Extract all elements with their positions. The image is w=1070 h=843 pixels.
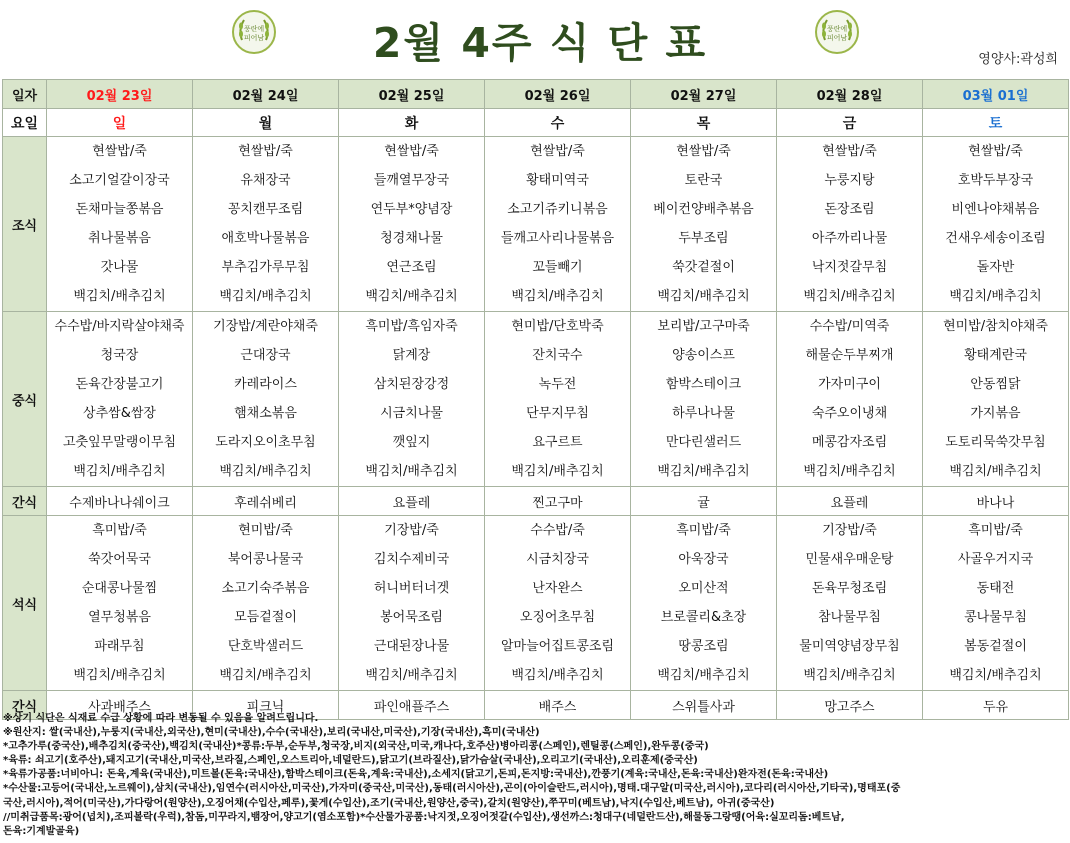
menu-item: 백김치/배추김치 [949,464,1042,479]
snack1-label: 간식 [3,487,47,516]
logo [815,10,859,54]
dinner-cell [777,516,923,691]
breakfast-row [3,137,1069,312]
note-line: ※상기 식단은 식재료 수급 상황에 따라 변동될 수 있음을 알려드립니다. [3,713,319,724]
menu-item: 현쌀밥/죽 [238,144,293,159]
menu-item: 시금치나물 [380,406,443,421]
menu-item: 유채장국 [240,173,291,188]
menu-item: 쑥갓겉절이 [672,260,735,275]
menu-item: 동태전 [976,581,1015,596]
snack1-cell: 귤 [631,487,777,516]
lunch-label: 중식 [3,312,47,487]
menu-item: 연두부*양념장 [370,202,453,217]
menu-item: 백김치/배추김치 [803,289,896,304]
menu-item: 현쌀밥/죽 [968,144,1023,159]
lunch-cell [777,312,923,487]
menu-item: 흑미밥/죽 [676,523,731,538]
weekday-cell: 토 [923,109,1069,137]
weekday-row [3,109,1069,137]
menu-item: 백김치/배추김치 [511,464,604,479]
menu-item: 소고기쥬키니볶음 [507,202,608,217]
breakfast-label: 조식 [3,137,47,312]
dinner-label: 석식 [3,516,47,691]
date-cell: 02월 24일 [193,80,339,109]
note-line: *고추가루(중국산),배추김치(중국산),백김치(국내산)*콩류:두부,순두부,청국장,비지(외국산,미국,캐나다,호주산)병아리콩(스페인),렌틸콩(스페인),완두콩(중국) [3,741,709,753]
menu-item: 시금치장국 [526,552,589,567]
lunch-cell [193,312,339,487]
menu-item: 백김치/배추김치 [949,668,1042,683]
menu-item: 깻잎지 [392,435,431,450]
snack1-cell: 후레쉬베리 [193,487,339,516]
menu-item: 브로콜리&초장 [660,610,747,625]
snack2-cell: 피크닉 [193,691,339,720]
menu-item: 백김치/배추김치 [365,464,458,479]
lunch-cell [47,312,193,487]
snack2-label: 간식 [3,691,47,720]
menu-item: 도토리묵쑥갓무침 [945,435,1046,450]
weekday-cell: 금 [777,109,923,137]
menu-item: 해물순두부찌개 [805,348,894,363]
svg-text:풍란에: 풍란에 [243,25,265,33]
lunch-cell [339,312,485,487]
menu-item: 봄동겉절이 [964,639,1027,654]
menu-item: 현쌀밥/죽 [676,144,731,159]
menu-item: 보리밥/고구마죽 [657,319,750,334]
menu-item: 백김치/배추김치 [511,668,604,683]
menu-item: 만다린샐러드 [665,435,742,450]
svg-text:피어남: 피어남 [243,34,265,42]
menu-item: 오미산적 [678,581,729,596]
menu-item: 소고기얼갈이장국 [69,173,170,188]
menu-item: 닭계장 [392,348,431,363]
menu-item: 호박두부장국 [957,173,1034,188]
menu-item: 안동찜닭 [970,377,1021,392]
menu-item: 단호박샐러드 [227,639,304,654]
lunch-cell [631,312,777,487]
snack2-cell: 파인애플주스 [339,691,485,720]
menu-item: 낙지젓갈무침 [811,260,888,275]
snack2-cell: 배주스 [485,691,631,720]
snack1-cell: 요플레 [339,487,485,516]
snack2-cell: 두유 [923,691,1069,720]
menu-item: 갓나물 [100,260,139,275]
menu-item: 백김치/배추김치 [511,289,604,304]
menu-item: 백김치/배추김치 [803,668,896,683]
menu-item: 숙주오이냉채 [811,406,888,421]
menu-item: 돌자반 [976,260,1015,275]
menu-item: 백김치/배추김치 [73,668,166,683]
lunch-row [3,312,1069,487]
menu-item: 흑미밥/죽 [92,523,147,538]
weekday-cell: 화 [339,109,485,137]
lunch-cell [923,312,1069,487]
menu-item: 메콩감자조림 [811,435,888,450]
lunch-cell [485,312,631,487]
svg-text:피어남: 피어남 [826,34,848,42]
snack1-cell: 찐고구마 [485,487,631,516]
menu-item: 허니버터너겟 [373,581,450,596]
origin-notes [3,712,1067,839]
menu-item: 돈채마늘쫑볶음 [75,202,164,217]
menu-item: 소고기숙주볶음 [221,581,310,596]
logo [232,10,276,54]
dietitian-name: 영양사:곽성희 [978,52,1058,67]
menu-item: 꼬들빼기 [532,260,583,275]
menu-item: 토란국 [684,173,723,188]
menu-item: 햄채소볶음 [234,406,297,421]
dinner-cell [631,516,777,691]
weekday-cell: 수 [485,109,631,137]
page-title: 2월 4주 식 단 표 [372,19,708,67]
breakfast-cell [485,137,631,312]
menu-item: 청국장 [100,348,139,363]
menu-item: 양송이스프 [672,348,735,363]
menu-item: 쑥갓어묵국 [88,552,151,567]
breakfast-cell [923,137,1069,312]
menu-item: 백김치/배추김치 [657,464,750,479]
menu-item: 땅콩조림 [678,639,729,654]
date-label: 일자 [3,80,47,109]
menu-item: 흑미밥/흑임자죽 [365,319,458,334]
menu-item: 근대장국 [240,348,291,363]
menu-item: 흑미밥/죽 [968,523,1023,538]
note-line: 돈육:기계발골육) [3,825,80,837]
menu-item: 백김치/배추김치 [219,668,312,683]
menu-item: 녹두전 [538,377,577,392]
menu-item: 현쌀밥/죽 [384,144,439,159]
note-line: *수산물:고등어(국내산,노르웨이),삼치(국내산),임연수(러시아산,미국산),가자미(중국산,미국산),동태(러시아산),곤이(아이슬란드,러시아),명태.대구알(미국산,러시아),코다리(러시아산,기타국),명태포(중 [3,783,901,795]
menu-item: 아주까리나물 [811,231,888,246]
menu-item: 콩나물무침 [964,610,1027,625]
menu-item: 백김치/배추김치 [657,289,750,304]
menu-item: 가지볶음 [970,406,1021,421]
menu-item: 연근조림 [386,260,437,275]
menu-item: 오징어초무침 [519,610,596,625]
breakfast-cell [47,137,193,312]
date-cell: 02월 25일 [339,80,485,109]
date-cell: 02월 23일 [47,80,193,109]
menu-item: 봉어묵조림 [380,610,443,625]
leaf-wreath-icon [817,12,857,52]
svg-text:풍란에: 풍란에 [826,25,848,33]
menu-item: 삼치된장강정 [373,377,450,392]
snack1-cell: 수제바나나쉐이크 [47,487,193,516]
menu-item: 현쌀밥/죽 [92,144,147,159]
dinner-cell [47,516,193,691]
dinner-cell [193,516,339,691]
menu-item: 알마늘어집트콩조림 [500,639,615,654]
menu-item: 베이컨양배추볶음 [653,202,754,217]
menu-item: 사골우거지국 [957,552,1034,567]
menu-item: 누룽지탕 [824,173,875,188]
menu-item: 고춧잎무말랭이무침 [62,435,177,450]
snack1-row [3,487,1069,516]
menu-item: 기장밥/계란야채죽 [213,319,318,334]
dinner-cell [339,516,485,691]
leaf-wreath-icon [234,12,274,52]
weekday-cell: 월 [193,109,339,137]
breakfast-cell [193,137,339,312]
note-line: //미취급품목:광어(넙치),조피볼락(우럭),참돔,미꾸라지,뱀장어,양고기(염소포함)*수산물가공품:낙지젓,오징어젓갈(수입산),생선까스:청대구(네덜란드산),해물동그랑땡(어육:실꼬리돔:베트남, [3,811,845,823]
dinner-row [3,516,1069,691]
menu-item: 순대콩나물찜 [81,581,158,596]
menu-item: 열무청볶음 [88,610,151,625]
menu-item: 두부조림 [678,231,729,246]
snack1-cell: 요플레 [777,487,923,516]
menu-item: 백김치/배추김치 [73,464,166,479]
snack2-cell: 망고주스 [777,691,923,720]
snack2-cell: 사과배주스 [47,691,193,720]
menu-item: 비엔나야채볶음 [951,202,1040,217]
menu-item: 모듬겉절이 [234,610,297,625]
day-label: 요일 [3,109,47,137]
menu-item: 근대된장나물 [373,639,450,654]
menu-item: 가자미구이 [818,377,881,392]
weekday-cell: 목 [631,109,777,137]
menu-item: 김치수제비국 [373,552,450,567]
menu-item: 돈장조림 [824,202,875,217]
menu-item: 백김치/배추김치 [73,289,166,304]
menu-item: 아욱장국 [678,552,729,567]
menu-item: 카레라이스 [234,377,297,392]
breakfast-cell [339,137,485,312]
menu-item: 들깨고사리나물볶음 [500,231,615,246]
date-cell: 02월 28일 [777,80,923,109]
menu-item: 상추쌈&쌈장 [83,406,156,421]
menu-item: 황태계란국 [964,348,1027,363]
menu-item: 물미역양념장무침 [799,639,900,654]
menu-item: 현쌀밥/죽 [530,144,585,159]
breakfast-cell [631,137,777,312]
header [0,0,1070,78]
menu-item: 현미밥/단호박죽 [511,319,604,334]
menu-item: 수수밥/죽 [530,523,585,538]
menu-item: 현미밥/죽 [238,523,293,538]
menu-item: 수수밥/바지락살야채죽 [54,319,185,334]
menu-item: 요구르트 [532,435,583,450]
menu-item: 기장밥/죽 [384,523,439,538]
menu-item: 참나물무침 [818,610,881,625]
menu-table [2,79,1069,720]
date-cell: 03월 01일 [923,80,1069,109]
note-line: *육류: 쇠고기(호주산),돼지고기(국내산,미국산,브라질,스페인,오스트리아,네덜란드),닭고기(브라질산),닭가슴살(국내산),오리고기(국내산),오리훈제(중국산) [3,755,698,767]
snack1-cell: 바나나 [923,487,1069,516]
menu-item: 청경채나물 [380,231,443,246]
note-line: 국산,러시아),적어(미국산),가다랑어(원양산),오징어채(수입산,페루),꽃게(수입산),조기(국내산,원양산,중국),갈치(원양산),쭈꾸미(베트남),낙지(수입산,베트남), 아귀(중국산) [3,797,775,809]
menu-item: 백김치/배추김치 [949,289,1042,304]
weekday-cell: 일 [47,109,193,137]
note-line: *육류가공품:너비아니: 돈육,계육(국내산),미트볼(돈육:국내산),함박스테이크(돈육,계육:국내산),소세지(닭고기,돈피,돈지방:국내산),깐풍기(계육:국내산,돈육:국내산)완자전(돈육:국내산) [3,769,829,781]
dinner-cell [923,516,1069,691]
menu-item: 잔치국수 [532,348,583,363]
menu-item: 애호박나물볶음 [221,231,310,246]
menu-item: 북어콩나물국 [227,552,304,567]
menu-item: 백김치/배추김치 [365,289,458,304]
menu-item: 들깨열무장국 [373,173,450,188]
menu-item: 황태미역국 [526,173,589,188]
menu-item: 현미밥/참치야채죽 [943,319,1048,334]
menu-item: 하루나나물 [672,406,735,421]
breakfast-cell [777,137,923,312]
menu-item: 민물새우매운탕 [805,552,894,567]
menu-item: 기장밥/죽 [822,523,877,538]
menu-item: 돈육무청조림 [811,581,888,596]
menu-item: 수수밥/미역죽 [809,319,890,334]
dinner-cell [485,516,631,691]
menu-item: 건새우세송이조림 [945,231,1046,246]
date-row [3,80,1069,109]
menu-item: 백김치/배추김치 [219,289,312,304]
menu-item: 백김치/배추김치 [803,464,896,479]
menu-item: 부추김가루무침 [221,260,310,275]
menu-item: 도라지오이초무침 [215,435,316,450]
note-line: ※원산지: 쌀(국내산),누룽지(국내산,외국산),현미(국내산),수수(국내산),보리(국내산,미국산),기장(국내산),흑미(국내산) [3,727,540,739]
menu-item: 취나물볶음 [88,231,151,246]
menu-item: 백김치/배추김치 [219,464,312,479]
menu-item: 파래무침 [94,639,145,654]
date-cell: 02월 26일 [485,80,631,109]
snack2-cell: 스위틀사과 [631,691,777,720]
menu-item: 꽁치캔무조림 [227,202,304,217]
menu-item: 백김치/배추김치 [365,668,458,683]
menu-item: 난자완스 [532,581,583,596]
menu-item: 단무지무침 [526,406,589,421]
date-cell: 02월 27일 [631,80,777,109]
menu-item: 현쌀밥/죽 [822,144,877,159]
menu-item: 함박스테이크 [665,377,742,392]
menu-item: 백김치/배추김치 [657,668,750,683]
menu-item: 돈육간장불고기 [75,377,164,392]
